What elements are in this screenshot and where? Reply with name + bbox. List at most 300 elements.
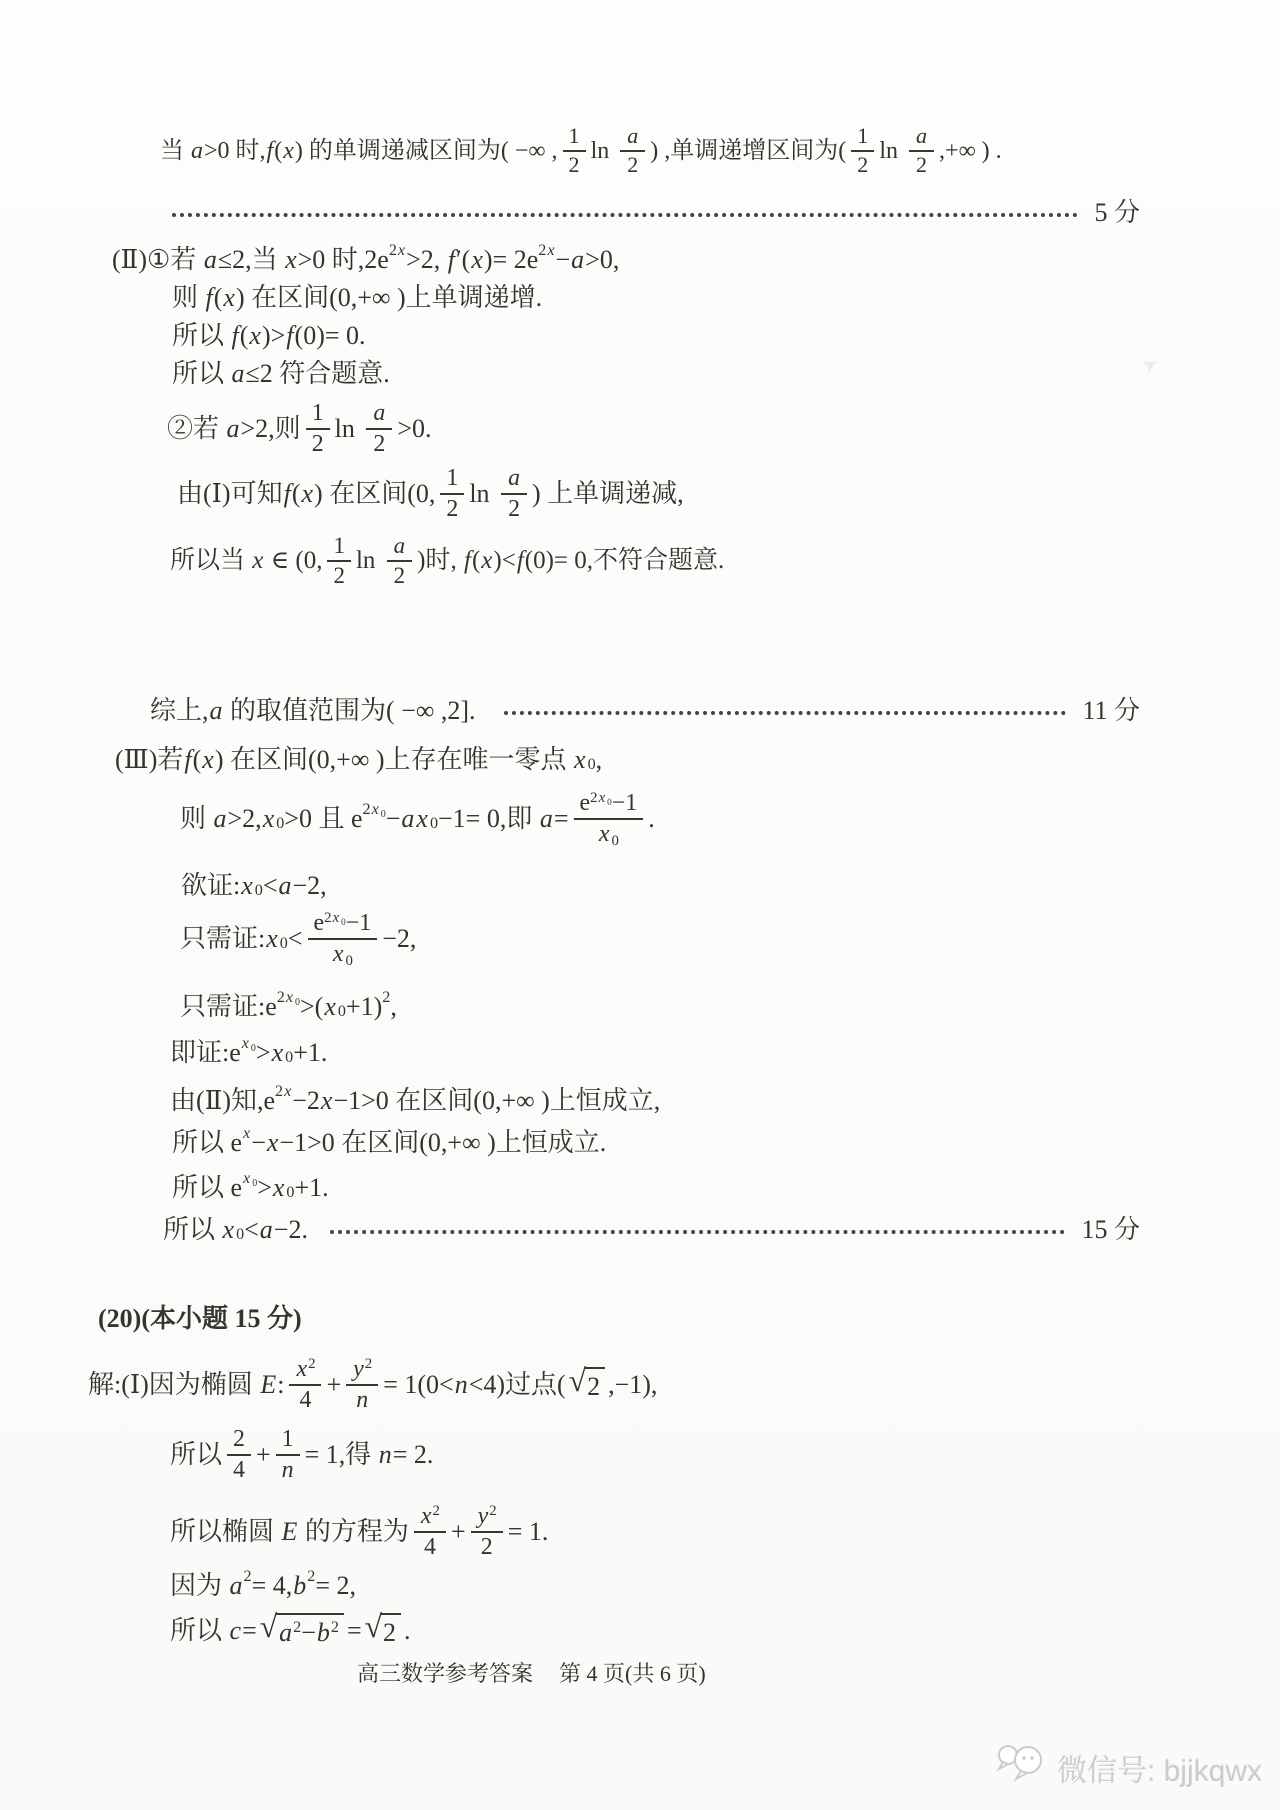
math-variable: x (222, 1215, 235, 1244)
math-variable: a (259, 1215, 273, 1244)
text-run: −2, (292, 871, 327, 900)
math-variable: x (481, 547, 493, 575)
text-run: ln (879, 137, 904, 164)
text-run: ≤2 符合题意. (245, 359, 390, 388)
math-variable: c (229, 1616, 242, 1645)
text-run: 2 (857, 151, 869, 177)
text-run: 1 (857, 123, 869, 148)
part3-unique-zero (115, 744, 602, 777)
fraction-denominator (508, 495, 520, 523)
radical (259, 1609, 344, 1650)
text-run: (0)= 0. (294, 321, 366, 350)
fraction (909, 124, 934, 177)
text-run: ,+∞ ) . (939, 137, 1002, 164)
text-run: 所以椭圆 (170, 1516, 281, 1546)
part2-case1-f-positive (172, 320, 366, 353)
math-variable: x (202, 745, 214, 774)
fraction (501, 465, 527, 523)
math-variable: x (272, 1173, 285, 1202)
text-run: ) 在区间(0,+∞ )上存在唯一零点 (214, 745, 574, 774)
text-run: 的取值范围为( −∞ ,2]. (223, 696, 483, 725)
fraction-numerator (414, 1503, 446, 1533)
text-run: 所以 (172, 321, 231, 350)
fraction-numerator (440, 465, 464, 495)
text-run: −1= 0,即 (438, 803, 539, 833)
text-run: − (385, 803, 401, 833)
text-run: >2, (406, 245, 447, 274)
text-run: 2 (364, 1355, 373, 1372)
text-run: 解:(Ⅰ)因为椭圆 (88, 1369, 260, 1399)
text-run: 0 (236, 1226, 245, 1244)
text-run: 0 (380, 808, 386, 820)
subscript (251, 1043, 256, 1054)
math-variable: a (278, 871, 292, 900)
dotted-leader (330, 1230, 1066, 1234)
text-run: <4)过点( (468, 1369, 566, 1399)
text-run: 所以 (170, 1616, 229, 1645)
text-run: (Ⅱ)①若 (112, 245, 203, 274)
text-run: 0 (341, 916, 346, 927)
math-variable: x (285, 989, 293, 1007)
wechat-watermark-text: 微信号: bjjkqwx (1056, 1755, 1262, 1788)
text-run: 则 (180, 803, 213, 833)
math-variable: x (547, 242, 555, 260)
radical-body (276, 1613, 344, 1650)
text-run: 所以 e (172, 1128, 243, 1157)
fraction-numerator (501, 465, 527, 495)
text-run: 只需证: (180, 923, 266, 953)
superscript (308, 1356, 315, 1372)
text-run: 11 分 (1082, 696, 1140, 725)
math-variable: x (283, 137, 294, 164)
fraction (366, 400, 392, 458)
text-run: 0 (587, 756, 596, 774)
text-run: ) 在区间(0, (314, 478, 436, 508)
p20-ellipse-equation (170, 1503, 548, 1561)
part2-case1-condition (112, 244, 619, 277)
text-run: 2 (915, 151, 928, 177)
p20-ellipse-given (88, 1356, 657, 1414)
fraction-denominator (332, 940, 353, 968)
superscript (275, 1084, 292, 1100)
math-variable: n (378, 1439, 392, 1469)
text-run: 所以 (163, 1215, 222, 1244)
superscript (276, 989, 300, 1009)
math-variable: a (231, 359, 245, 388)
fraction (276, 1426, 300, 1484)
text-run: >0 时, (204, 137, 266, 164)
text-run: 2 (432, 1502, 440, 1519)
text-run: 0 (250, 1043, 256, 1055)
superscript (293, 1619, 301, 1636)
math-variable: x (284, 1083, 292, 1101)
text-run: 2 (508, 495, 521, 522)
math-variable: x (243, 1170, 251, 1188)
text-run: 2 (275, 1083, 284, 1101)
text-run: 2 (568, 151, 580, 177)
text-run: −2, (382, 923, 417, 953)
text-run: 所以当 (170, 547, 252, 575)
math-variable: a (539, 803, 553, 833)
fraction-numerator (346, 1356, 378, 1386)
math-variable: a (279, 1618, 293, 1647)
text-run: 所以 (172, 359, 231, 388)
text-run: −1>0 在区间(0,+∞ )上恒成立. (279, 1128, 607, 1157)
math-variable: x (223, 283, 235, 312)
text-run: ) ,单调递增区间为( (650, 137, 847, 164)
text-run: 的方程为 (298, 1516, 409, 1546)
part2-case1-increasing (172, 282, 542, 315)
text-run: e (313, 910, 325, 936)
text-run: >0, (585, 245, 620, 274)
text-run: + (326, 1369, 342, 1399)
text-run: = 2, (315, 1571, 356, 1600)
text-run: >2,则 (240, 413, 301, 443)
math-variable: f (464, 547, 471, 575)
text-run: >0. (397, 413, 432, 443)
text-run: 2 (489, 1502, 497, 1519)
part2-range-conclusion (150, 695, 1140, 728)
text-run: 2 (383, 1618, 397, 1647)
math-variable: a (191, 137, 203, 164)
text-run: (20)(本小题 15 分) (98, 1304, 302, 1333)
text-run: ,−1), (608, 1369, 658, 1399)
part2-case1-conclusion (172, 358, 390, 391)
radical-sign: √ (259, 1609, 277, 1644)
superscript (489, 1503, 496, 1519)
math-variable: E (260, 1369, 277, 1399)
text-run: + (255, 1439, 271, 1469)
text-run: 由(Ⅱ)知,e (170, 1086, 276, 1115)
text-run: ) 在区间(0,+∞ )上单调递增. (235, 283, 543, 312)
fraction-numerator (308, 910, 378, 940)
fraction (440, 465, 464, 523)
math-variable: f (286, 321, 294, 350)
radical (568, 1362, 605, 1404)
fraction-denominator (481, 1533, 493, 1561)
text-run: −1 (345, 910, 372, 936)
text-run: 欲证: (181, 871, 241, 900)
text-run: 当 (160, 137, 190, 164)
math-variable: a (627, 123, 639, 148)
text-run: 2 (538, 242, 547, 260)
text-run: ( (192, 745, 202, 774)
text-run: . (648, 803, 655, 833)
part3-reduction3 (170, 1037, 327, 1070)
text-run: 2 (293, 1619, 302, 1637)
radical-body (381, 1613, 401, 1650)
text-run: 0 (337, 1003, 346, 1021)
text-run: = 2. (392, 1439, 434, 1469)
fraction (306, 400, 330, 458)
text-run: > (255, 1038, 271, 1067)
fraction-numerator (620, 124, 645, 152)
math-variable: x (598, 789, 606, 806)
math-variable: f (283, 478, 291, 508)
text-run: 则 (172, 283, 205, 312)
fraction-denominator (916, 152, 927, 178)
fraction-numerator (327, 533, 351, 562)
text-run: 2 (393, 562, 406, 588)
monotonic-intervals-conclusion (160, 124, 1002, 177)
part2-case2-contradiction (170, 533, 724, 589)
text-run: > (257, 1173, 272, 1202)
text-run: 2 (330, 1619, 339, 1637)
fraction-denominator (627, 152, 638, 178)
text-run: )时, (417, 547, 463, 575)
subscript (295, 997, 300, 1008)
text-run: ln (355, 547, 382, 575)
text-run: )> (261, 321, 286, 350)
math-variable: x (252, 547, 264, 575)
math-variable: x (574, 745, 586, 774)
p20-c-value (170, 1609, 411, 1650)
math-variable: x (416, 803, 428, 833)
text-run: ≤2,当 (217, 245, 285, 274)
fraction-numerator (306, 400, 330, 430)
text-run: = (242, 1616, 257, 1645)
math-variable: x (285, 245, 297, 274)
superscript (331, 1619, 339, 1636)
text-run: ln (590, 137, 616, 164)
text-run: >0 且 e (284, 803, 363, 833)
subscript (286, 1185, 294, 1201)
text-run: = (346, 1616, 362, 1645)
math-variable: b (293, 1571, 307, 1600)
math-variable: x (471, 245, 483, 274)
text-run: 2 (307, 1568, 316, 1586)
text-run: + (450, 1516, 466, 1546)
text-run: ②若 (167, 413, 226, 443)
superscript (307, 1569, 315, 1585)
fraction-denominator (333, 562, 345, 589)
math-variable: a (203, 245, 217, 274)
text-run: = 1,得 (304, 1439, 378, 1469)
text-run: ( (239, 321, 249, 350)
text-run: 2 (480, 1533, 493, 1560)
fraction (574, 790, 644, 848)
text-run: 只需证:e (180, 992, 277, 1021)
subscript (252, 1178, 257, 1189)
text-run: 5 分 (1094, 198, 1140, 227)
math-variable: x (271, 1038, 284, 1067)
fraction-numerator (574, 790, 644, 820)
text-run: 所以 (170, 1439, 223, 1469)
text-run: ( (291, 478, 301, 508)
subscript (276, 816, 284, 832)
fraction (620, 124, 645, 177)
math-variable: b (316, 1618, 330, 1647)
text-run: 0 (607, 796, 612, 807)
fraction (414, 1503, 446, 1561)
fraction-denominator (233, 1456, 245, 1484)
fraction-numerator (289, 1356, 321, 1386)
text-run: 2 (446, 495, 459, 522)
fraction-numerator (851, 124, 874, 152)
fraction (563, 124, 586, 177)
math-variable: x (371, 800, 379, 818)
fraction (289, 1356, 321, 1414)
text-run: −1>0 在区间(0,+∞ )上恒成立, (333, 1086, 661, 1115)
superscript (244, 1569, 252, 1585)
wechat-watermark (995, 1742, 1262, 1794)
part3-derived-inequality (172, 1127, 606, 1160)
math-variable: x (262, 803, 275, 833)
math-variable: x (266, 1128, 279, 1157)
radical-sign: √ (568, 1362, 586, 1398)
problem20-heading (98, 1303, 302, 1336)
text-run: ln (334, 413, 362, 443)
text-run: 0 (429, 814, 439, 832)
superscript (433, 1503, 440, 1519)
fraction-denominator (394, 562, 406, 589)
fraction-numerator (276, 1426, 300, 1456)
text-run: 2 (362, 800, 371, 818)
text-run: 0 (252, 1178, 258, 1190)
text-run: 2 (311, 430, 324, 457)
math-variable: a (571, 245, 585, 274)
math-variable: a (213, 803, 227, 833)
fraction-denominator (355, 1386, 369, 1414)
subscript (236, 1227, 244, 1243)
text-run: 2 (276, 989, 285, 1007)
fraction (308, 910, 378, 968)
subscript (607, 797, 612, 807)
text-run: 2 (233, 1426, 245, 1452)
fraction (327, 533, 351, 589)
text-run: < (287, 923, 303, 953)
subscript (341, 917, 346, 927)
radical-body (585, 1367, 605, 1404)
text-run: +1) (345, 992, 383, 1021)
text-run: , (595, 745, 603, 774)
fraction (851, 124, 874, 177)
text-run: 4 (423, 1533, 436, 1560)
superscript (324, 910, 346, 926)
math-variable: f (184, 745, 192, 774)
math-variable: x (241, 1035, 249, 1053)
fraction (227, 1426, 251, 1484)
text-run: 0 (276, 814, 285, 832)
text-run: , (390, 992, 397, 1021)
text-run: 综上, (150, 696, 209, 725)
subscript (345, 953, 352, 969)
math-variable: f (266, 137, 274, 164)
text-run: = 4, (251, 1571, 293, 1600)
text-run: 2 (333, 562, 345, 588)
fraction-numerator (366, 400, 392, 430)
math-variable: n (356, 1386, 369, 1413)
text-run: 0 (285, 1049, 294, 1067)
part2-case2-condition (167, 400, 432, 458)
text-run: ln (469, 478, 497, 508)
math-variable: x (324, 992, 336, 1021)
text-run: )= 2e (483, 245, 539, 274)
text-run: 15 分 (1081, 1215, 1140, 1244)
math-variable: a (401, 803, 415, 833)
faint-arrow-watermark: ➤ (1138, 351, 1164, 379)
text-run: : (277, 1369, 285, 1399)
fraction-denominator (299, 1386, 311, 1414)
part2-case2-decreasing (177, 465, 684, 523)
text-run: ) 的单调递减区间为( −∞ , (294, 137, 558, 164)
part3-zero-equation (180, 790, 655, 848)
text-run: 因为 (170, 1571, 229, 1600)
superscript (590, 790, 612, 806)
footer-page-number: 第 4 页(共 6 页) (559, 1661, 706, 1686)
math-variable: x (598, 820, 610, 847)
text-run: . (404, 1616, 411, 1645)
text-run: < (244, 1215, 259, 1244)
text-run: 2 (590, 789, 598, 806)
superscript (363, 802, 386, 818)
math-variable: x (332, 940, 344, 967)
fraction-denominator (281, 1456, 295, 1484)
math-variable: n (281, 1456, 294, 1483)
part3-reduction1 (180, 910, 416, 968)
math-variable: x (241, 871, 253, 900)
fraction-numerator (909, 124, 934, 152)
fraction (471, 1503, 503, 1561)
superscript (365, 1356, 372, 1372)
fraction-denominator (446, 495, 458, 523)
text-run: >2, (227, 803, 262, 833)
superscript (389, 243, 406, 259)
text-run: ′( (455, 245, 471, 274)
text-run: 1 (568, 123, 580, 148)
superscript (538, 243, 555, 259)
math-variable: x (320, 1086, 333, 1115)
math-variable: a (209, 696, 223, 725)
fraction-numerator (387, 533, 413, 562)
text-run: >( (299, 992, 324, 1021)
text-run: 1 (333, 533, 345, 558)
text-run: 2 (382, 989, 391, 1007)
fraction-numerator (471, 1503, 503, 1533)
text-run: 0 (254, 882, 263, 900)
text-run: 1 (281, 1426, 294, 1452)
subscript (611, 833, 618, 849)
superscript (242, 1170, 258, 1190)
text-run: 2 (324, 909, 332, 926)
part3-final-conclusion (163, 1214, 1140, 1247)
fraction-denominator (424, 1533, 436, 1561)
dotted-leader (504, 711, 1066, 715)
text-run: −2. (273, 1215, 308, 1244)
part3-goal (181, 870, 327, 903)
text-run: < (262, 871, 278, 900)
text-run: (0)= 0,不符合题意. (524, 547, 725, 575)
text-run: ( (213, 283, 223, 312)
math-variable: a (393, 533, 406, 558)
text-run: = (553, 803, 569, 833)
text-run: = 1. (507, 1516, 549, 1546)
text-run: 2 (627, 151, 639, 177)
fraction-denominator (373, 430, 385, 458)
text-run: 2 (243, 1568, 252, 1586)
text-run: +1. (294, 1173, 329, 1202)
math-variable: x (243, 1125, 251, 1143)
math-variable: x (332, 909, 340, 926)
text-run: 4 (299, 1386, 312, 1413)
math-variable: x (249, 321, 261, 350)
math-variable: x (397, 242, 406, 260)
text-run: +1. (293, 1038, 328, 1067)
text-run: 即证:e (170, 1038, 241, 1067)
text-run: − (301, 1618, 316, 1647)
text-run: 0 (611, 833, 619, 850)
math-variable: a (226, 413, 240, 443)
